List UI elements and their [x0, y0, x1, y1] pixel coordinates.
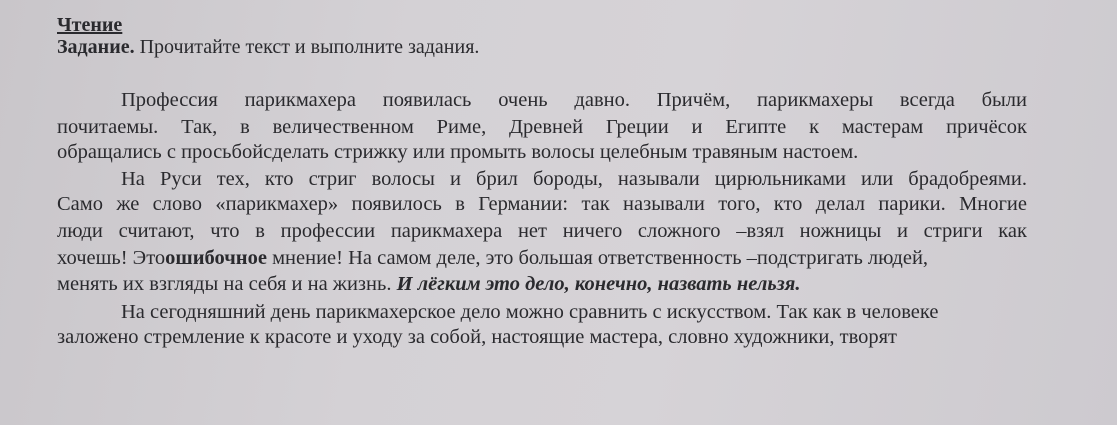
emphasized-sentence: И лёгким это дело, конечно, назвать нельзя.: [396, 273, 801, 295]
paragraph-line: На сегодняшний день парикмахерское дело можно сравнить с искусством. Так как в человеке: [121, 301, 939, 323]
paragraph-line: обращались с просьбойсделать стрижку или промыть волосы целебным травяным настоем.: [57, 141, 859, 163]
paragraph-line: [57, 246, 1027, 270]
task-label: Задание.: [57, 36, 135, 58]
paragraph-line: Само же слово «парикмахер» появилось в Германии: так называли того, кто делал парики. Многие: [57, 193, 1027, 215]
paragraph-line: Профессия парикмахера появилась очень давно. Причём, парикмахеры всегда были: [121, 89, 1027, 111]
paragraph-line: люди считают, что в профессии парикмахера нет ничего сложного –взял ножницы и стриги как: [57, 220, 1027, 242]
task-instruction: [57, 36, 479, 59]
line-text: хочешь! Это: [57, 247, 166, 269]
line-text: мнение! На самом деле, это большая ответственность –подстригать людей,: [266, 247, 929, 269]
paragraph-line: заложено стремление к красоте и уходу за собой, настоящие мастера, словно художники, творят: [57, 326, 897, 348]
line-text: менять их взгляды на себя и на жизнь.: [57, 273, 397, 295]
paragraph-line: почитаемы. Так, в величественном Риме, Древней Греции и Египте к мастерам причёсок: [57, 116, 1027, 138]
paragraph-line: На Руси тех, кто стриг волосы и брил бороды, называли цирюльниками или брадобреями.: [121, 168, 1027, 190]
task-text: Прочитайте текст и выполните задания.: [134, 36, 480, 58]
emphasized-word: ошибочное: [165, 247, 267, 269]
paragraph-line: [57, 272, 1027, 296]
section-heading: Чтение: [57, 14, 123, 36]
